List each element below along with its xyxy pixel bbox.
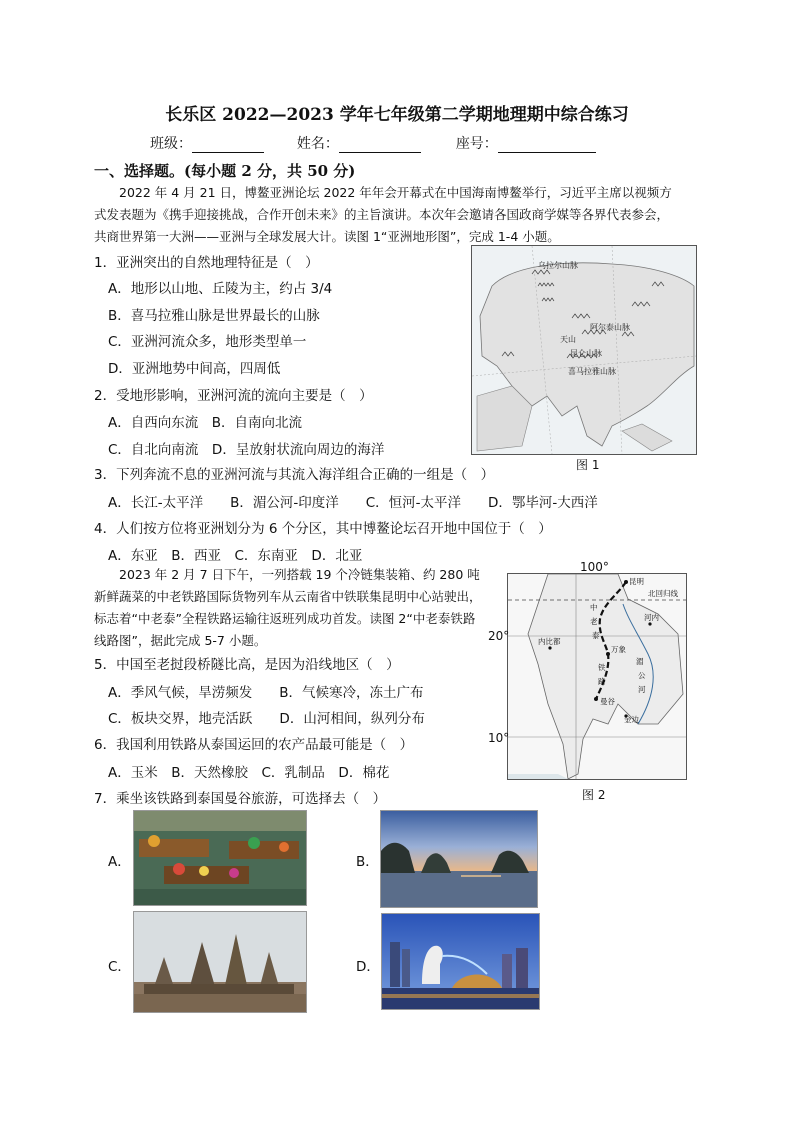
city-phnompenh: 金边: [624, 715, 639, 724]
passage-1: 2022 年 4 月 21 日，博鳌亚洲论坛 2022 年年会开幕式在中国海南博鳌举行，习近平主席以视频方式发表题为《携手迎接挑战，合作开创未来》的主旨演讲。本次年会邀请各国政商学媒等各界代表参会，共商世界第一大洲——亚洲与全球发展大计。读图 1“亚洲地形图”，完成 1-4 小题。: [94, 185, 672, 244]
class-label: 班级：: [150, 136, 192, 152]
fig2-lat20-label: 20°: [488, 629, 510, 643]
fig2-lat10-label: 10°: [488, 731, 510, 745]
label-ural: 乌拉尔山脉: [538, 261, 578, 270]
q4-options[interactable]: A．东亚 B．西亚 C．东南亚 D．北亚: [108, 548, 363, 564]
q2-options-cd[interactable]: C．自北向南流 D．呈放射状流向周边的海洋: [108, 442, 385, 458]
q7-option-b-image[interactable]: [380, 810, 538, 908]
q5-options-ab[interactable]: A．季风气候，旱涝频发 B．气候寒冷，冻土广布: [108, 685, 424, 701]
label-altai: 阿尔泰山脉: [590, 323, 630, 332]
question-3: 3．下列奔流不息的亚洲河流与其流入海洋组合正确的一组是（ ）: [94, 467, 495, 483]
rail-label-5: 路: [598, 677, 606, 686]
fig2-lon-label: 100°: [580, 560, 609, 574]
section-heading: 一、选择题。(每小题 2 分，共 50 分): [94, 162, 356, 180]
question-7: 7．乘坐该铁路到泰国曼谷旅游，可选择去（ ）: [94, 791, 387, 807]
student-info: [150, 133, 596, 153]
label-tianshan: 天山: [560, 335, 576, 344]
question-5: 5．中国至老挝段桥隧比高，是因为沿线地区（ ）: [94, 657, 400, 673]
label-himalaya: 喜马拉雅山脉: [568, 367, 616, 376]
city-kunming: 昆明: [629, 577, 644, 586]
q2-options-ab[interactable]: A．自西向东流 B．自南向北流: [108, 415, 302, 431]
city-vientiane: 万象: [611, 645, 626, 654]
q7-option-d-label[interactable]: D．: [356, 959, 380, 975]
rail-label-4: 铁: [598, 663, 606, 672]
tropic-label: 北回归线: [648, 589, 678, 598]
temple-ruins-photo: [134, 912, 306, 1012]
merlion-city-photo: [382, 914, 539, 1009]
q1-option-c[interactable]: C．亚洲河流众多，地形类型单一: [108, 334, 307, 350]
railway-map: [507, 573, 687, 780]
question-1: 1．亚洲突出的自然地理特征是（ ）: [94, 255, 319, 271]
q5-options-cd[interactable]: C．板块交界，地壳活跃 D．山河相间，纵列分布: [108, 711, 425, 727]
q7-option-d-image[interactable]: [381, 913, 540, 1010]
q7-option-c-label[interactable]: C．: [108, 959, 131, 975]
seat-blank[interactable]: [498, 138, 596, 153]
railway-map-graphic: [508, 574, 686, 779]
river-label-1: 湄: [636, 657, 644, 666]
asia-terrain-map: [471, 245, 697, 455]
asia-map-graphic: [472, 246, 696, 454]
fig2-caption: 图 2: [582, 788, 606, 802]
question-2: 2．受地形影响，亚洲河流的流向主要是（ ）: [94, 388, 373, 404]
question-6: 6．我国利用铁路从泰国运回的农产品最可能是（ ）: [94, 737, 414, 753]
q1-option-a[interactable]: A．地形以山地、丘陵为主，约占 3/4: [108, 281, 333, 297]
karst-bay-photo: [381, 811, 537, 907]
label-kunlun: 昆仑山脉: [570, 349, 602, 358]
q7-option-a-image[interactable]: [133, 810, 307, 906]
q3-options[interactable]: A．长江-太平洋 B．湄公河-印度洋 C．恒河-太平洋 D．鄂毕河-大西洋: [108, 495, 598, 511]
q7-option-c-image[interactable]: [133, 911, 307, 1013]
city-bangkok: 曼谷: [600, 697, 615, 706]
rail-label-1: 中: [590, 603, 598, 612]
city-hanoi: 河内: [644, 613, 659, 622]
name-blank[interactable]: [339, 138, 421, 153]
city-naypyidaw: 内比都: [538, 637, 561, 646]
fig1-caption: 图 1: [576, 458, 600, 472]
floating-market-photo: [134, 811, 306, 905]
river-label-2: 公: [638, 671, 646, 680]
river-label-3: 河: [638, 685, 646, 694]
class-blank[interactable]: [192, 138, 264, 153]
page-title: 长乐区 2022—2023 学年七年级第二学期地理期中综合练习: [165, 105, 629, 125]
q1-option-d[interactable]: D．亚洲地势中间高，四周低: [108, 361, 281, 377]
passage-2: 2023 年 2 月 7 日下午，一列搭载 19 个冷链集装箱、约 280 吨新鲜蔬菜的中老铁路国际货物列车从云南省中铁联集昆明中心站驶出，标志着“中老泰”全程铁路运输往返班列成功首发。读图 2“中老泰铁路线路图”，据此完成 5-7 小题。: [94, 567, 482, 648]
name-label: 姓名：: [296, 136, 339, 152]
q7-option-a-label[interactable]: A．: [108, 854, 131, 870]
question-4: 4．人们按方位将亚洲划分为 6 个分区，其中博鳌论坛召开地中国位于（ ）: [94, 521, 552, 537]
q1-option-b[interactable]: B．喜马拉雅山脉是世界最长的山脉: [108, 308, 320, 324]
rail-label-2: 老: [590, 617, 598, 626]
q7-option-b-label[interactable]: B．: [356, 854, 379, 870]
rail-label-3: 泰: [592, 631, 600, 640]
seat-label: 座号：: [455, 136, 498, 152]
q6-options[interactable]: A．玉米 B．天然橡胶 C．乳制品 D．棉花: [108, 765, 390, 781]
